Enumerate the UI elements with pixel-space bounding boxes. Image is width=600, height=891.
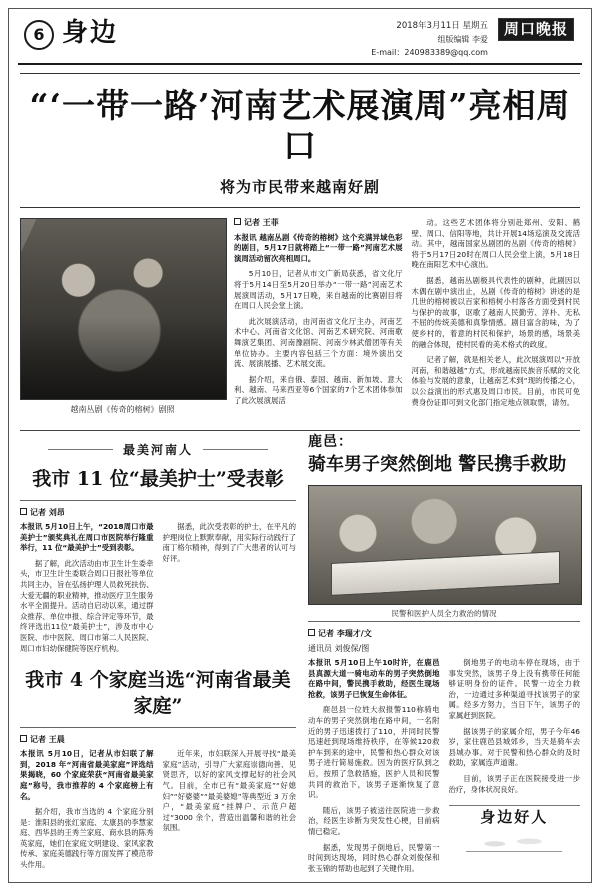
- paragraph: 据介绍，我市当选的 4 个家庭分别是：淮阳县的张红家庭、太康县的李慧家庭、西华县的王秀兰家庭、商水县的陈秀英家庭，她们在家庭文明建设、家风家教传承、家庭美德践行等方面发挥了模范带头作用。: [20, 807, 154, 870]
- paragraph: 据该男子的家属介绍，男子今年46岁，家住鹿邑县城郊乡，当天是骑车去县城办事。对于民警和热心群众的及时救助，家属连声道谢。: [448, 726, 580, 768]
- paragraph: 本报讯 5月10日上午，“2018周口市最美护士”颁奖典礼在周口市医院举行隆重举行，11 位“最美护士”受到表彰。: [20, 522, 154, 553]
- paper-logo: 周口晚报: [498, 18, 574, 41]
- nurses-columns: [20, 522, 296, 659]
- stamp-label: 身边好人: [480, 808, 549, 827]
- lead-headline-block: [20, 73, 580, 208]
- paragraph: 据悉，越南丛剧极具代表性的剧种，此剧因以木偶在剧中演出止，丛剧《传奇的榕树》讲述的是几世的榕树被以百家和榕树小村落各方面受到村民与保护的故事，讴歌了越南人民勤劳、淳朴、无私不屈的传统美德和真挚情感。剧目富含韵味，为了使乡村的，着意的村民和保护，场景的感，场景美的融合体现，使村民看的美术格式的政度。: [411, 275, 580, 349]
- paragraph: 此次展演活动，由河南省文化厅主办，河南艺术中心、河南省文化馆、河南艺术研究院、河南歌舞演艺集团、河南豫剧院、河南少林武僧团等有关单位协办。主要内容包括三个方面：境外演出交流、展演展播、艺术展交流。: [234, 316, 403, 369]
- masthead-meta: [371, 20, 488, 59]
- bottom-section: [20, 431, 580, 879]
- lead-story: [20, 218, 580, 416]
- paragraph: 本报讯 越南丛剧《传奇的榕树》这个充满异域色彩的剧目，5月17日就将踏上“一带一路”河南艺术展演周活动留次亮相周口。: [234, 232, 403, 263]
- masthead: [18, 12, 582, 65]
- stamp-ornament-icon: [466, 827, 562, 852]
- paragraph: 记者了解，就是相关老人，此次展演周以“开放河南，和谐越越”方式，形成越南民族音乐赋的文化体验与发展的意象，让越南艺术到“现的传播之心，以公益演出的形式惠及周口市民。目前，市民可免费身份证即可到文化部门指定地点领取票，请勿。: [411, 355, 580, 407]
- byline-text: 记者 刘昂: [30, 508, 65, 517]
- paragraph: 据悉，此次受表彰的护士，在平凡的护理岗位上默默奉献，用实际行动践行了南丁格尔精神，得到了广大患者的认可与好评。: [162, 522, 296, 563]
- lead-column-1: [234, 218, 403, 416]
- paragraph: 据悉，发现男子倒地后，民警第一时间到达现场，同时热心群众刘俊保和张玉锦的帮助也起到了关键作用。: [308, 842, 440, 873]
- rule: [308, 621, 580, 622]
- rescue-column-2: [449, 658, 581, 879]
- paragraph: 鹿邑县一位姓大叔报警110称骑电动车的男子突然倒地在路中间，一名附近的男子迅速拨打了110，并同时民警迅速赶到现场维持秩序，在等候120救护车到来的途中，民警和热心群众对该男子进行简易施救。因为的医疗队到之后，按照了急救措施，医护人员和民警共同的救治下，该男子逐渐恢复了意识。: [308, 705, 440, 800]
- rescue-photo: [308, 485, 582, 605]
- byline-marker-icon: [20, 735, 27, 742]
- byline-families: [20, 734, 296, 745]
- paragraph: 据介绍，来自俄、泰国、越南、新加坡、意大利、越南、马来西亚等6个国家的7个艺术团体参加了此次展演展活: [234, 374, 403, 405]
- lead-byline-text: 记者 王菲: [244, 218, 279, 227]
- page-number-badge: 6: [24, 20, 54, 50]
- byline-rescue-2: 通讯员 刘俊保/图: [308, 644, 370, 653]
- rule: [20, 727, 296, 728]
- rescue-column-1: [308, 658, 440, 879]
- lead-column-2: [412, 218, 581, 416]
- families-columns: [20, 749, 296, 876]
- story-headline-nurses: 我市 11 位“最美护士”受表彰: [32, 468, 284, 490]
- byline-nurses: [20, 507, 296, 518]
- ribbon-heading: [20, 439, 296, 458]
- left-panel: [20, 431, 296, 879]
- lead-byline: [234, 218, 403, 229]
- paragraph: 本报讯 5月10日上午10时许，在鹿邑县真源大道一骑电动车的男子突然倒地在路中间，警民携手救助，经医生现场抢救，该男子已恢复生命体征。: [308, 658, 440, 699]
- lead-photo: [20, 218, 227, 400]
- rescue-columns: [308, 658, 580, 879]
- section-title: 身边: [62, 18, 119, 48]
- lead-photo-caption: 越南丛剧《传奇的榕树》剧照: [70, 405, 175, 414]
- families-column-1: [20, 749, 154, 876]
- paragraph: 本报讯 5月10日，记者从市妇联了解到，2018 年“河南省最美家庭”评选结果揭晓，60 个家庭荣获“河南省最美家庭”称号，我市推荐的 4 个家庭榜上有名。: [20, 749, 154, 801]
- lead-photo-column: [20, 218, 225, 416]
- lead-headline: “‘一带一路’河南艺术展演周”亮相周口: [29, 86, 571, 165]
- paragraph: 近年来，市妇联深入开展寻找“最美家庭”活动，引导广大家庭崇德向善、见贤思齐，以好的家风支撑起好的社会风气。目前，全市已有“最美家庭”“好媳妇”“好婆婆”“最美婆媳”等典型近 3 万余户，“最美家庭”挂牌户、示范户超过“3000 余个，营造出温馨和谐的社会氛围。: [162, 749, 296, 833]
- byline-rescue: [308, 628, 580, 639]
- byline-marker-icon: [308, 629, 315, 636]
- lead-text-columns: [234, 218, 580, 416]
- paragraph: 倒地男子的电动车停在现场，由于事发突然，该男子身上没有携带任何能够证明身份的证件。民警一边全力救治，一边通过多种渠道寻找该男子的家属。经多方努力，当日下午，该男子的家属赶到医院。: [448, 658, 580, 720]
- contact-email: E-mail：240983389@qq.com: [371, 48, 488, 57]
- paragraph: 据了解，此次活动由市卫生计生委牵头，市卫生计生委联合周口日报社等单位共同主办，旨在弘扬护理人员救死扶伤、大爱无疆的职业精神，推动医疗卫生服务水平全面提升。活动自启动以来，通过群众推荐、单位申报、综合评定等环节，最终评选出11位“最美护士”，涉及市中心医院、市中医院、周口市第二人民医院、周口市妇幼保健院等医疗机构。: [20, 558, 154, 653]
- lead-subheadline: 将为市民带来越南好剧: [219, 178, 380, 196]
- right-panel: [308, 431, 580, 879]
- masthead-right: [371, 18, 574, 59]
- nurses-column-1: [20, 522, 154, 659]
- story-headline-families: 我市 4 个家庭当选“河南省最美家庭”: [25, 669, 291, 718]
- paragraph: 随后，该男子被送往医院进一步救治，经医生诊断为突发性心梗，目前病情已稳定。: [308, 805, 440, 836]
- editor-credit: 组版编辑 李爱: [437, 35, 488, 44]
- nurses-column-2: [163, 522, 297, 659]
- paragraph: 5月10日，记者从市文广新局获悉，省文化厅将于5月14日至5月20日举办“一带一路”河南艺术展演周活动，5月17日晚，来自越南的比赛剧目将在周口人民会堂上演。: [234, 269, 403, 311]
- paragraph: 动。这些艺术团体将分别赴郑州、安阳、鹤壁、周口、信阳等地，共计开展14场巡演及交流活动。其中，越南国家丛剧团的丛剧《传奇的榕树》将于5月17日20时在周口人民会堂上演，5月18日晚在南阳艺术中心演出。: [411, 218, 580, 270]
- byline-marker-icon: [20, 508, 27, 515]
- byline-text: 记者 李瑞才/文: [318, 629, 372, 638]
- paragraph: 目前，该男子正在医院接受进一步治疗，身体状况良好。: [448, 773, 580, 794]
- rescue-photo-caption: 民警和医护人员全力救治的情况: [391, 609, 497, 618]
- ribbon-label: 最美河南人: [113, 441, 203, 458]
- byline-marker-icon: [234, 218, 241, 225]
- publication-date: 2018年3月11日 星期五: [396, 21, 488, 31]
- byline-text: 记者 王晨: [30, 735, 65, 745]
- rule: [20, 500, 296, 501]
- story-headline-rescue: 骑车男子突然倒地 警民携手救助: [308, 454, 567, 475]
- good-people-stamp: [449, 805, 581, 852]
- families-column-2: [163, 749, 297, 876]
- story-kicker: 鹿邑：: [308, 434, 353, 450]
